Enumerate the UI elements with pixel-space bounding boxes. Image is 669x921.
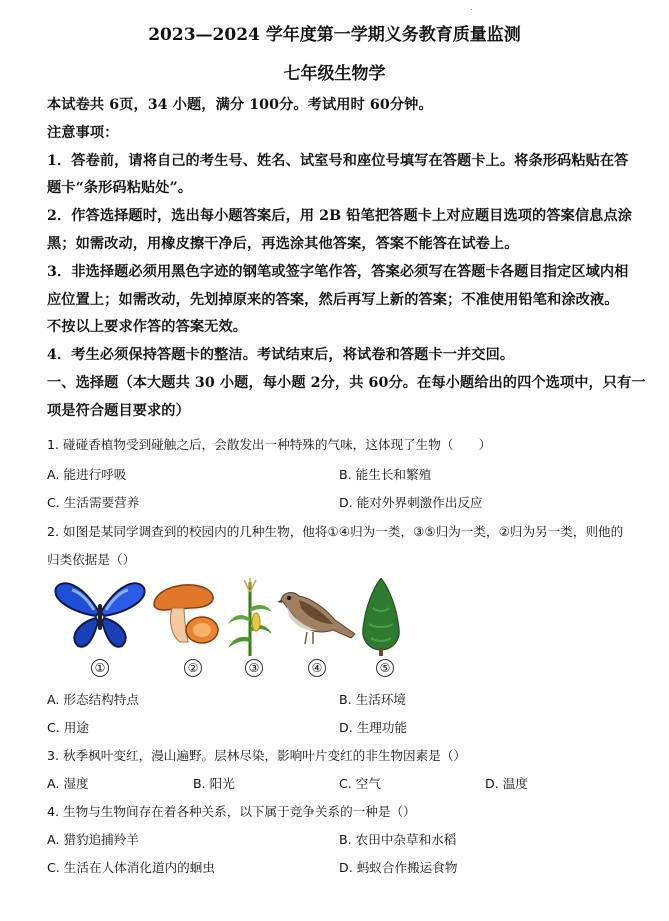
- section-heading: 一、选择题（本大题共 30 小题，每小题 2分，共 60分。在每小题给出的四个选项中，只有一: [47, 375, 646, 391]
- q1-option-c: C. 生活需要营养: [47, 495, 140, 510]
- exam-page: . 2023—2024 学年度第一学期义务教育质量监测 七年级生物学 本试卷共 6页，34 小题，满分 100分。考试用时 60分钟。 注意事项： 1．答卷前，请将自己的考生号、姓名、试室号和座位号填写在答题卡上。将条形码粘贴在答 题卡“条形码粘贴处”。 2．作答选择题时，选出每小题答案后，用 2B 铅笔把答题卡上对应题目选项的答案信息点涂 黑；如需改动，用橡皮擦干净后，再选涂其他答案，答案不能答在试卷上。 3．非选择题必须用黑色字迹的钢笔或签字笔作答，答案必须写在答题卡各题目指定区域内相 应位置上；如需改动，先划掉原来的答案，然后再写上新的答案；不准使用铅笔和涂改液。 不按以上要求作答的答案无效。 4．考生必须保持答题卡的整洁。考试结束后，将试卷和答题卡一并交回。 一、选择题（本大题共 30 小题，每小题 2分，共 60分。在每小题给出的四个选项中，只有一 项是符合题目要求的） 1. 碰碰香植物受到碰触之后，会散发出一种特殊的气味，这体现了生物（ ） A. 能进行呼吸 B. 能生长和繁殖 C. 生活需要营养 D. 能对外界刺激作出反应 2. 如图是某同学调查到的校园内的几种生物，他将①④归为一类，③⑤归为一类，②归为另一类，则他的 归类依据是（） ① ② ③ ④ ⑤ A. 形态结构特点 B. 生活环境 C. 用途 D. 生理功能 3. 秋季枫叶变红，漫山遍野。层林尽染，影响叶片变红的非生物因素是（） A. 湿度 B. 阳光 C. 空气 D. 温度 4. 生物与生物间存在着各种关系，以下属于竞争关系的一种是（） A. 猎豹追捕羚羊 B. 农田中杂草和水稻 C. 生活在人体消化道内的蛔虫 D. 蚂蚁合作搬运食物: [0, 0, 669, 921]
- question-2-stem: 2. 如图是某同学调查到的校园内的几种生物，他将①④归为一类，③⑤归为一类，②归为另一类，则他的: [47, 524, 624, 539]
- q4-option-d: D. 蚂蚁合作搬运食物: [339, 860, 458, 875]
- q3-option-b: B. 阳光: [193, 776, 235, 791]
- figure-label-2: ②: [184, 659, 202, 677]
- notice-line: 4．考生必须保持答题卡的整洁。考试结束后，将试卷和答题卡一并交回。: [47, 347, 515, 363]
- notice-line: 黑；如需改动，用橡皮擦干净后，再选涂其他答案，答案不能答在试卷上。: [47, 236, 519, 252]
- sparrow-image: [277, 578, 357, 650]
- q2-option-a: A. 形态结构特点: [47, 692, 139, 707]
- question-1-stem: 1. 碰碰香植物受到碰触之后，会散发出一种特殊的气味，这体现了生物（ ）: [47, 437, 492, 452]
- q4-option-a: A. 猎豹追捕羚羊: [47, 832, 139, 847]
- mushroom-image: [150, 578, 222, 650]
- notice-line: 1．答卷前，请将自己的考生号、姓名、试室号和座位号填写在答题卡上。将条形码粘贴在答: [47, 153, 629, 169]
- q4-option-b: B. 农田中杂草和水稻: [339, 832, 457, 847]
- notice-line: 2．作答选择题时，选出每小题答案后，用 2B 铅笔把答题卡上对应题目选项的答案信息点涂: [47, 208, 633, 224]
- q1-option-b: B. 能生长和繁殖: [339, 467, 432, 482]
- q2-option-d: D. 生理功能: [339, 720, 408, 735]
- exam-subtitle: 七年级生物学: [283, 64, 386, 84]
- notice-line: 3．非选择题必须用黑色字迹的钢笔或签字笔作答，答案必须写在答题卡各题目指定区域内相: [47, 264, 629, 280]
- figure-label-5: ⑤: [376, 659, 394, 677]
- notice-line: 题卡“条形码粘贴处”。: [47, 180, 193, 196]
- notice-line: 应位置上；如需改动，先划掉原来的答案，然后再写上新的答案；不准使用铅笔和涂改液。: [47, 292, 619, 308]
- q2-option-b: B. 生活环境: [339, 692, 407, 707]
- figure-label-1: ①: [91, 659, 109, 677]
- butterfly-image: [52, 578, 148, 650]
- exam-title: 2023—2024 学年度第一学期义务教育质量监测: [148, 25, 521, 45]
- exam-intro: 本试卷共 6页，34 小题，满分 100分。考试用时 60分钟。: [47, 97, 433, 113]
- figure-label-3: ③: [245, 659, 263, 677]
- notice-label: 注意事项：: [47, 125, 119, 141]
- q1-option-d: D. 能对外界刺激作出反应: [339, 495, 483, 510]
- q2-option-c: C. 用途: [47, 720, 89, 735]
- q3-option-c: C. 空气: [339, 776, 381, 791]
- section-heading-cont: 项是符合题目要求的）: [47, 403, 190, 419]
- figure-label-4: ④: [308, 659, 326, 677]
- q4-option-c: C. 生活在人体消化道内的蛔虫: [47, 860, 215, 875]
- question-3-stem: 3. 秋季枫叶变红，漫山遍野。层林尽染，影响叶片变红的非生物因素是（）: [47, 748, 467, 763]
- q3-option-a: A. 湿度: [47, 776, 89, 791]
- question-4-stem: 4. 生物与生物间存在着各种关系，以下属于竞争关系的一种是（）: [47, 804, 416, 819]
- q1-option-a: A. 能进行呼吸: [47, 467, 127, 482]
- question-2-stem-cont: 归类依据是（）: [47, 552, 136, 567]
- notice-line: 不按以上要求作答的答案无效。: [47, 319, 248, 335]
- cypress-tree-image: [359, 578, 403, 656]
- corn-plant-image: [226, 578, 274, 656]
- q3-option-d: D. 温度: [485, 776, 528, 791]
